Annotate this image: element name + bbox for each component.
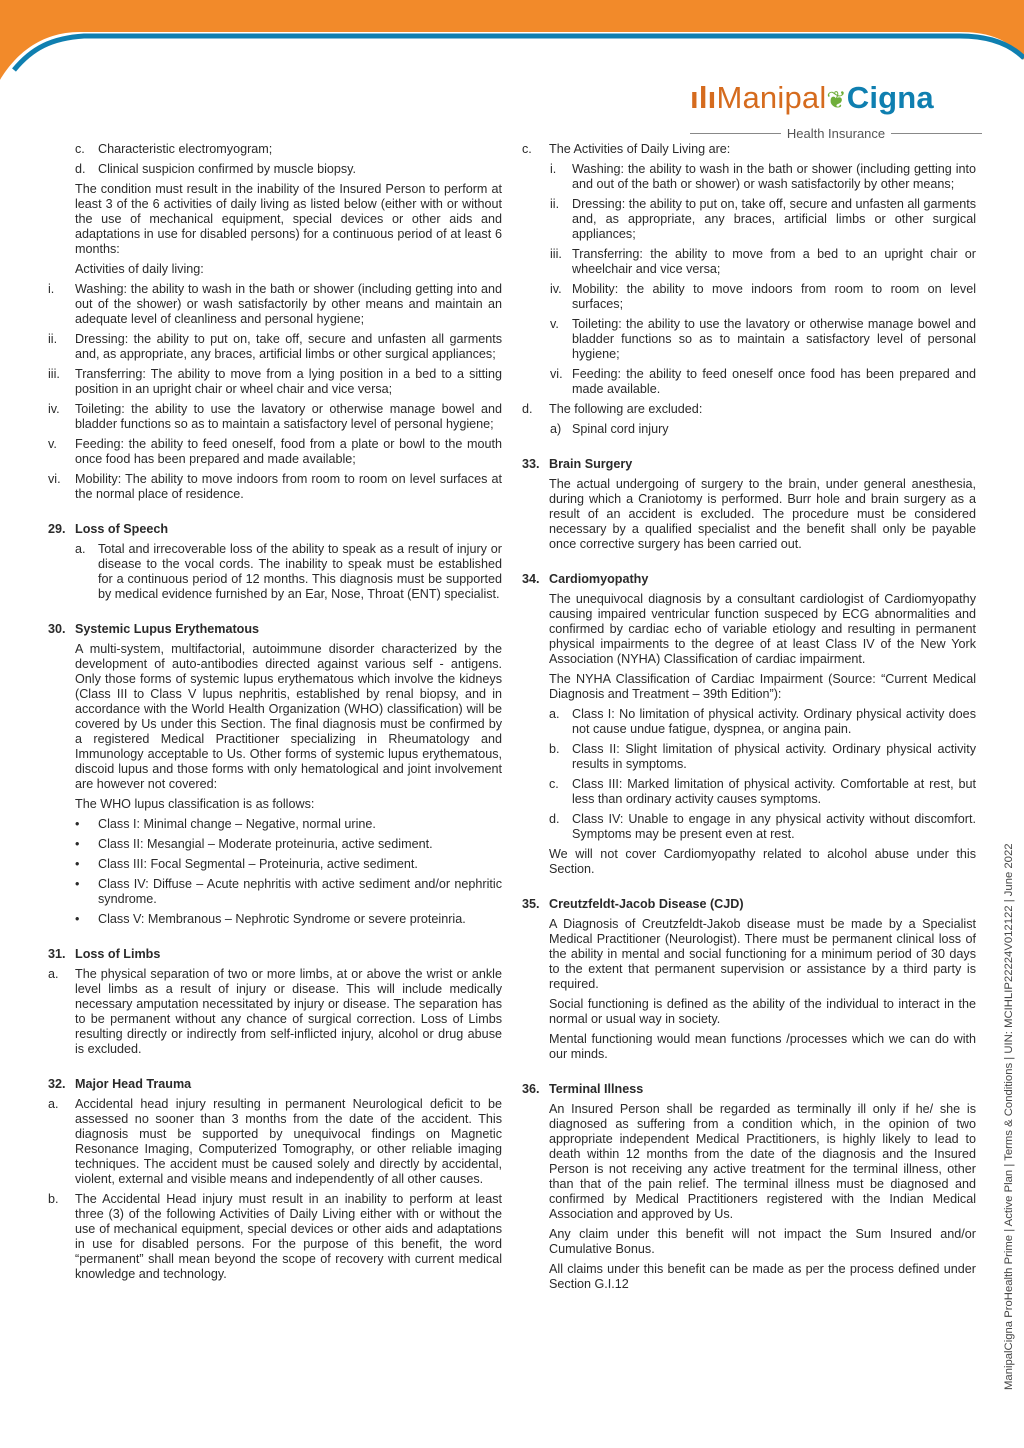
list-marker: vi. <box>550 367 563 381</box>
bullet-text: Class V: Membranous – Nephrotic Syndrome or severe proteinria. <box>98 912 466 926</box>
list-item <box>48 282 502 327</box>
list-marker: a) <box>550 422 562 436</box>
list-text: Mobility: The ability to move indoors from room to room on level surfaces at the normal place of residence. <box>75 472 502 501</box>
brand-name-manipal: Manipal <box>716 80 827 115</box>
list-item <box>522 197 976 242</box>
list-marker: iii. <box>48 367 60 381</box>
list-item <box>48 967 502 1057</box>
list-item <box>522 282 976 312</box>
adl-title: Activities of daily living: <box>75 262 204 276</box>
list-marker: a. <box>75 542 86 556</box>
bullet-marker: • <box>75 837 80 851</box>
section-title: Loss of Limbs <box>75 947 161 961</box>
section-title: Systemic Lupus Erythematous <box>75 622 260 636</box>
list-text: Class I: No limitation of physical activity. Ordinary physical activity does not cause undue fatigue, dyspnea, or angina pain. <box>572 707 976 736</box>
list-text: Clinical suspicion confirmed by muscle biopsy. <box>98 162 357 176</box>
bullet-item <box>48 817 502 832</box>
brand-logo <box>690 80 990 144</box>
list-marker: i. <box>550 162 557 176</box>
section-paragraph: The NYHA Classification of Cardiac Impairment (Source: “Current Medical Diagnosis and Treatment – 39th Edition”): <box>549 672 976 701</box>
list-text: Class II: Slight limitation of physical activity. Ordinary physical activity results in symptoms. <box>572 742 976 771</box>
header-band <box>0 0 1024 80</box>
list-marker: v. <box>48 437 57 451</box>
list-text: Washing: the ability to wash in the bath or shower (including getting into and out of the shower) or wash satisfactorily by other means and maintain an adequate level of cleanliness and personal hygiene; <box>75 282 502 326</box>
list-item <box>522 142 976 157</box>
left-column <box>48 142 502 1287</box>
bullet-marker: • <box>75 877 80 891</box>
right-column <box>522 142 976 1297</box>
list-marker: a. <box>48 967 59 981</box>
section-heading-31 <box>48 947 502 962</box>
bullet-item <box>48 857 502 872</box>
cigna-tree-icon: ❦ <box>826 87 847 114</box>
list-text: The following are excluded: <box>549 402 703 416</box>
brand-tagline-text: Health Insurance <box>786 126 886 141</box>
section-number: 35. <box>522 897 540 911</box>
list-item <box>522 812 976 842</box>
section-heading-35 <box>522 897 976 912</box>
bullet-item <box>48 912 502 927</box>
list-item <box>522 742 976 772</box>
bullet-text: Class III: Focal Segmental – Proteinuria, active sediment. <box>98 857 418 871</box>
header-white-curve <box>0 40 1024 80</box>
list-text: Total and irrecoverable loss of the ability to speak as a result of injury or disease to the vocal cords. The inability to speak must be established for a continuous period of 12 months. This diagnosis must be supported by medical evidence furnished by an Ear, Nose, Throat (ENT) specialist. <box>98 542 502 601</box>
list-text: Spinal cord injury <box>572 422 669 436</box>
section-number: 34. <box>522 572 540 586</box>
list-text: Mobility: the ability to move indoors from room to room on level surfaces; <box>572 282 976 311</box>
list-text: Dressing: the ability to put on, take off, secure and unfasten all garments and, as appropriate, any braces, artificial limbs or other surgical appliances; <box>75 332 502 361</box>
section-title: Creutzfeldt-Jacob Disease (CJD) <box>549 897 744 911</box>
list-item <box>48 1192 502 1282</box>
list-marker: c. <box>75 142 85 156</box>
section-paragraph: A multi-system, multifactorial, autoimmune disorder characterized by the development of auto-antibodies directed against various self - antigens. Only those forms of systemic lupus erythematous which involve the kidneys (Class III to Class V lupus nephritis, established by renal biopsy, and in accordance with the World Health Organization (WHO) classification) will be covered by Us under this Section. The final diagnosis must be confirmed by a registered Medical Practitioner specializing in Rheumatology and Immunology acceptable to Us. Other forms of systemic lupus erythematous, discoid lupus and those forms with only hematological and joint involvement are however not covered: <box>75 642 502 791</box>
list-text: Transferring: The ability to move from a lying position in a bed to a sitting position in an upright chair or wheel chair and vice versa; <box>75 367 502 396</box>
section-paragraph: A Diagnosis of Creutzfeldt-Jakob disease must be made by a Specialist Medical Practitioner (Neurologist). There must be permanent clinical loss of the ability in mental and social functioning for a minimum period of 30 days to the extent that permanent supervision or assistance by a third party is required. <box>549 917 976 991</box>
list-marker: d. <box>522 402 533 416</box>
list-marker: b. <box>549 742 560 756</box>
list-text: Feeding: the ability to feed oneself once food has been prepared and made available. <box>572 367 976 396</box>
brand-name-cigna: Cigna <box>846 80 934 115</box>
list-item <box>48 402 502 432</box>
section-number: 32. <box>48 1077 66 1091</box>
section-paragraph: An Insured Person shall be regarded as terminally ill only if he/ she is diagnosed as suffering from a condition which, in the opinion of two appropriate independent Medical Practitioners, is highly likely to lead to death within 12 months from the date of the diagnosis and the Insured Person is not receiving any active treatment for the terminal illness, other than that of the pain relief. The terminal illness must be diagnosed and confirmed by Medical Practitioners registered with the Indian Medical Association and approved by Us. <box>549 1102 976 1221</box>
section-title: Loss of Speech <box>75 522 169 536</box>
list-marker: v. <box>550 317 559 331</box>
section-paragraph: Mental functioning would mean functions /processes which we can do with our minds. <box>549 1032 976 1061</box>
brand-name <box>690 80 934 116</box>
list-item <box>48 332 502 362</box>
condition-paragraph: The condition must result in the inability of the Insured Person to perform at least 3 of the 6 activities of daily living as listed below (either with or without the use of mechanical equipment, special devices or other aids and adaptations in use for disabled persons) for a continuous period of at least 6 months: <box>75 182 502 256</box>
list-marker: a. <box>48 1097 59 1111</box>
section-number: 29. <box>48 522 66 536</box>
list-text: The Accidental Head injury must result in an inability to perform at least three (3) of the following Activities of Daily Living either with or without the use of mechanical equipment, special devices or other aids and adaptations in use for disabled persons. For the purpose of this benefit, the word “permanent” shall mean beyond the scope of recovery with current medical knowledge and technology. <box>75 1192 502 1281</box>
bullet-text: Class II: Mesangial – Moderate proteinuria, active sediment. <box>98 837 433 851</box>
section-heading-32 <box>48 1077 502 1092</box>
bullet-text: Class I: Minimal change – Negative, normal urine. <box>98 817 376 831</box>
list-marker: ii. <box>48 332 58 346</box>
bullet-marker: • <box>75 857 80 871</box>
section-paragraph: The WHO lupus classification is as follows: <box>75 797 315 811</box>
section-number: 30. <box>48 622 66 636</box>
list-item <box>48 162 502 177</box>
section-paragraph: The unequivocal diagnosis by a consultant cardiologist of Cardiomyopathy causing impaired ventricular function suspeced by ECG abnormalities and confirmed by cardiac echo of variable etiology and resulting in permanent physical impairments to the degree of at least Class IV of the New York Association (NYHA) Classification of cardiac impairment. <box>549 592 976 666</box>
list-text: Washing: the ability to wash in the bath or shower (including getting into and out of the bath or shower) or wash satisfactorily by other means; <box>572 162 976 191</box>
section-heading-34 <box>522 572 976 587</box>
section-heading-36 <box>522 1082 976 1097</box>
section-paragraph: All claims under this benefit can be made as per the process defined under Section G.I.12 <box>549 1262 976 1291</box>
list-item <box>48 542 502 602</box>
list-text: Dressing: the ability to put on, take off, secure and unfasten all garments and, as appropriate, any braces, artificial limbs or other surgical appliances; <box>572 197 976 241</box>
list-marker: iii. <box>550 247 562 261</box>
list-text: Accidental head injury resulting in permanent Neurological deficit to be assessed no sooner than 3 months from the date of the accident. This diagnosis must be supported by unequivocal findings on Magnetic Resonance Imaging, Computerized Tomography, or other reliable imaging techniques. The accident must be caused solely and directly by accidental, violent, external and visible means and independently of all other causes. <box>75 1097 502 1186</box>
section-paragraph: Social functioning is defined as the ability of the individual to interact in the normal or usual way in society. <box>549 997 976 1026</box>
section-title: Cardiomyopathy <box>549 572 649 586</box>
list-text: Transferring: the ability to move from a bed to an upright chair or wheelchair and vice versa; <box>572 247 976 276</box>
list-marker: d. <box>75 162 86 176</box>
list-marker: vi. <box>48 472 61 486</box>
list-item <box>522 162 976 192</box>
list-text: Feeding: the ability to feed oneself, food from a plate or bowl to the mouth once food has been prepared and made available; <box>75 437 502 466</box>
list-item <box>522 317 976 362</box>
list-item <box>48 1097 502 1187</box>
section-heading-29 <box>48 522 502 537</box>
list-item <box>48 142 502 157</box>
list-text: Toileting: the ability to use the lavatory or otherwise manage bowel and bladder functions so as to maintain a satisfactory level of personal hygiene; <box>572 317 976 361</box>
list-item <box>48 472 502 502</box>
section-title: Brain Surgery <box>549 457 633 471</box>
list-item <box>522 777 976 807</box>
list-item <box>522 367 976 397</box>
section-paragraph: The actual undergoing of surgery to the brain, under general anesthesia, during which a Craniotomy is performed. Burr hole and brain surgery as a result of an accident is excluded. The procedure must be considered necessary by a qualified specialist and the benefit shall only be payable once corrective surgery has been carried out. <box>549 477 976 551</box>
list-marker: iv. <box>550 282 562 296</box>
list-item <box>522 422 976 437</box>
list-item <box>48 437 502 467</box>
section-paragraph: We will not cover Cardiomyopathy related to alcohol abuse under this Section. <box>549 847 976 876</box>
list-marker: c. <box>522 142 532 156</box>
list-marker: iv. <box>48 402 60 416</box>
list-item <box>522 402 976 417</box>
section-number: 36. <box>522 1082 540 1096</box>
bullet-item <box>48 877 502 907</box>
list-marker: a. <box>549 707 560 721</box>
section-heading-33 <box>522 457 976 472</box>
bullet-marker: • <box>75 817 80 831</box>
bullet-item <box>48 837 502 852</box>
brand-tagline <box>690 126 982 141</box>
list-marker: d. <box>549 812 560 826</box>
list-marker: i. <box>48 282 55 296</box>
section-number: 33. <box>522 457 540 471</box>
list-text: Class IV: Unable to engage in any physical activity without discomfort. Symptoms may be present even at rest. <box>572 812 976 841</box>
list-item <box>48 367 502 397</box>
list-text: Characteristic electromyogram; <box>98 142 273 156</box>
section-title: Major Head Trauma <box>75 1077 192 1091</box>
list-marker: b. <box>48 1192 59 1206</box>
bullet-marker: • <box>75 912 80 926</box>
section-paragraph: Any claim under this benefit will not impact the Sum Insured and/or Cumulative Bonus. <box>549 1227 976 1256</box>
list-text: The Activities of Daily Living are: <box>549 142 731 156</box>
list-marker: c. <box>549 777 559 791</box>
section-title: Terminal Illness <box>549 1082 644 1096</box>
section-number: 31. <box>48 947 66 961</box>
list-text: Toileting: the ability to use the lavatory or otherwise manage bowel and bladder functions so as to maintain a satisfactory level of personal hygiene; <box>75 402 502 431</box>
list-text: Class III: Marked limitation of physical activity. Comfortable at rest, but less than ordinary activity causes symptoms. <box>572 777 976 806</box>
list-marker: ii. <box>550 197 560 211</box>
document-footer-vertical: ManipalCigna ProHealth Prime | Active Plan | Terms & Conditions | UIN: MCIHLIP22224V012122 | June 2022 <box>1003 843 1015 1390</box>
section-heading-30 <box>48 622 502 637</box>
list-item <box>522 247 976 277</box>
list-text: The physical separation of two or more limbs, at or above the wrist or ankle level limbs as a result of injury or disease. This will include medically necessary amputation necessitated by injury or disease. The separation has to be permanent without any chance of surgical correction. Loss of Limbs resulting directly or indirectly from self-inflicted injury, alcohol or drug abuse is excluded. <box>75 967 502 1056</box>
manipal-mark-icon: ılı <box>690 80 717 115</box>
list-item <box>522 707 976 737</box>
bullet-text: Class IV: Diffuse – Acute nephritis with active sediment and/or nephritic syndrome. <box>98 877 502 906</box>
